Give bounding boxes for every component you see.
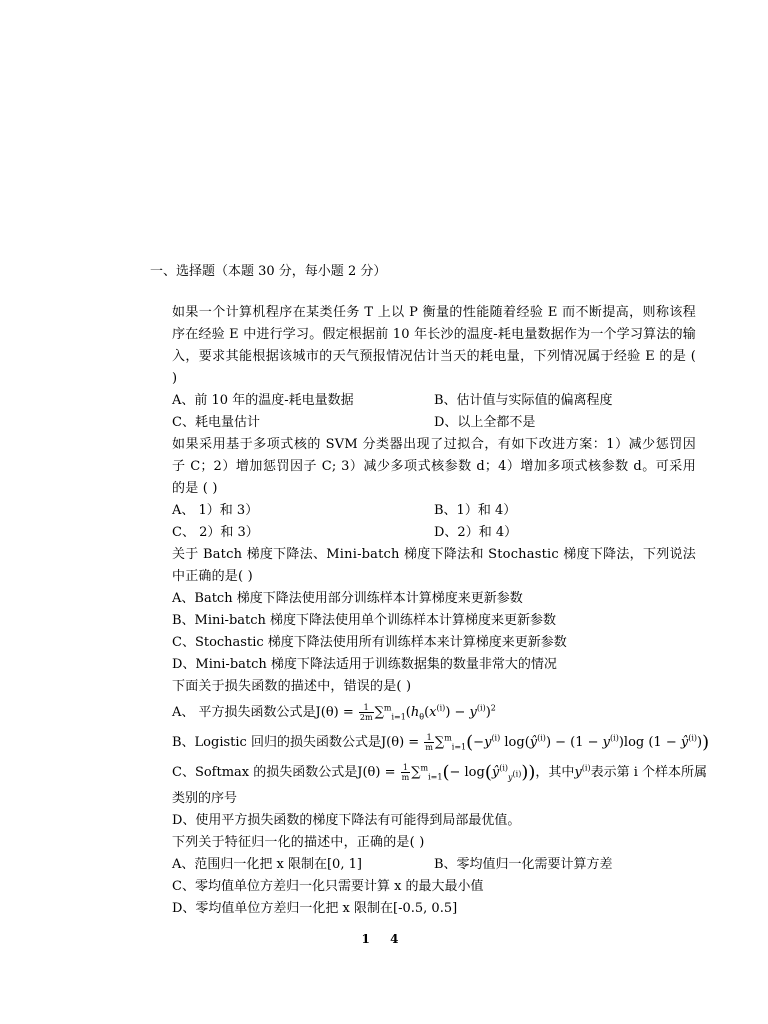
- question-5-option-c: C、零均值单位方差归一化只需要计算 x 的最大最小值: [172, 879, 484, 894]
- question-2-options-row-1: [172, 500, 696, 522]
- question-4-option-c-continuation: 类别的序号: [172, 791, 238, 806]
- page-number: 1 4: [361, 932, 407, 946]
- question-4-text: 下面关于损失函数的描述中，错误的是( ): [172, 679, 412, 694]
- question-4-option-c-suffix-2: 表示第 i 个样本所属: [590, 765, 708, 780]
- question-1-option-b: B、估计值与实际值的偏离程度: [434, 393, 613, 408]
- question-4-option-c: [172, 758, 708, 788]
- question-5-text: 下列关于特征归一化的描述中，正确的是( ): [172, 835, 425, 850]
- question-4-option-d: D、使用平方损失函数的梯度下降法有可能得到局部最优值。: [172, 813, 521, 828]
- question-4-option-b-label: B、Logistic 回归的损失函数公式是: [172, 735, 381, 750]
- question-1-options-row-1: [172, 390, 696, 412]
- question-4-option-a: [172, 698, 696, 728]
- question-5-option-b: B、零均值归一化需要计算方差: [434, 857, 613, 872]
- question-3-text: 关于 Batch 梯度下降法、Mini-batch 梯度下降法和 Stochastic 梯度下降法，下列说法中正确的是( ): [172, 547, 696, 584]
- question-4-option-c-suffix: ，其中: [535, 765, 575, 780]
- section-title: 一、选择题（本题 30 分，每小题 2 分）: [150, 264, 387, 279]
- question-2-options-row-2: [172, 522, 696, 544]
- question-1-options-row-2: [172, 412, 696, 434]
- question-5-option-a: A、范围归一化把 x 限制在[0, 1]: [172, 857, 362, 872]
- question-1-text: 如果一个计算机程序在某类任务 T 上以 P 衡量的性能随着经验 E 而不断提高，则称该程序在经验 E 中进行学习。假定根据前 10 年长沙的温度-耗电量数据作为一个学习算法的输入，要求其能根据该城市的天气预报情况估计当天的耗电量，下列情况属于经验 E 的是 ( ): [172, 305, 696, 386]
- question-5-options-row-1: [172, 854, 696, 876]
- question-2-option-d: D、2）和 4）: [434, 525, 518, 540]
- question-2-text: 如果采用基于多项式核的 SVM 分类器出现了过拟合，有如下改进方案：1）减少惩罚因子 C；2）增加惩罚因子 C; 3）减少多项式核参数 d；4）增加多项式核参数 d。可采用的是 ( ): [172, 437, 696, 496]
- question-1-option-c: C、耗电量估计: [172, 415, 260, 430]
- question-4-option-a-label: A、 平方损失函数公式是: [172, 705, 316, 720]
- question-2-option-b: B、1）和 4）: [434, 503, 517, 518]
- question-4-option-c-label: C、Softmax 的损失函数公式是: [172, 765, 358, 780]
- question-1-option-a: A、前 10 年的温度-耗电量数据: [172, 393, 354, 408]
- question-3-option-b: B、Mini-batch 梯度下降法使用单个训练样本计算梯度来更新参数: [172, 613, 557, 628]
- question-5-option-d: D、零均值单位方差归一化把 x 限制在[-0.5, 0.5]: [172, 901, 458, 916]
- softmax-loss-formula: J(θ) = $\frac{1}{m}$ $\sum^m_{i=1}(- \log(ŷ^{(i)}_{y^{(i)}}))$: [357, 762, 536, 783]
- question-3-option-c: C、Stochastic 梯度下降法使用所有训练样本来计算梯度来更新参数: [172, 635, 567, 650]
- question-3-option-d: D、Mini-batch 梯度下降法适用于训练数据集的数量非常大的情况: [172, 657, 557, 672]
- question-list: [172, 302, 710, 920]
- question-2-option-a: A、 1）和 3）: [172, 503, 259, 518]
- label-symbol: $y^{(i)}$: [574, 763, 591, 780]
- question-3-option-a: A、Batch 梯度下降法使用部分训练样本计算梯度来更新参数: [172, 591, 523, 606]
- logistic-loss-formula: J(θ) = $\frac{1}{m}$ $\sum^m_{i=1}(-y^{(i)}$ $\log(ŷ^{(i)}) - (1 - y^{(i)})\log$ $(1 - ŷ^{(i)})$): [380, 732, 710, 753]
- squared-loss-formula: J(θ) = $\frac{1}{2m}$ $\sum^m_{i=1}(h_\theta(x^{(i)}) - y^{(i)})^2$: [315, 703, 496, 722]
- question-1-option-d: D、以上全都不是: [434, 415, 536, 430]
- question-2-option-c: C、 2）和 3）: [172, 525, 259, 540]
- question-4-option-b: [172, 728, 710, 758]
